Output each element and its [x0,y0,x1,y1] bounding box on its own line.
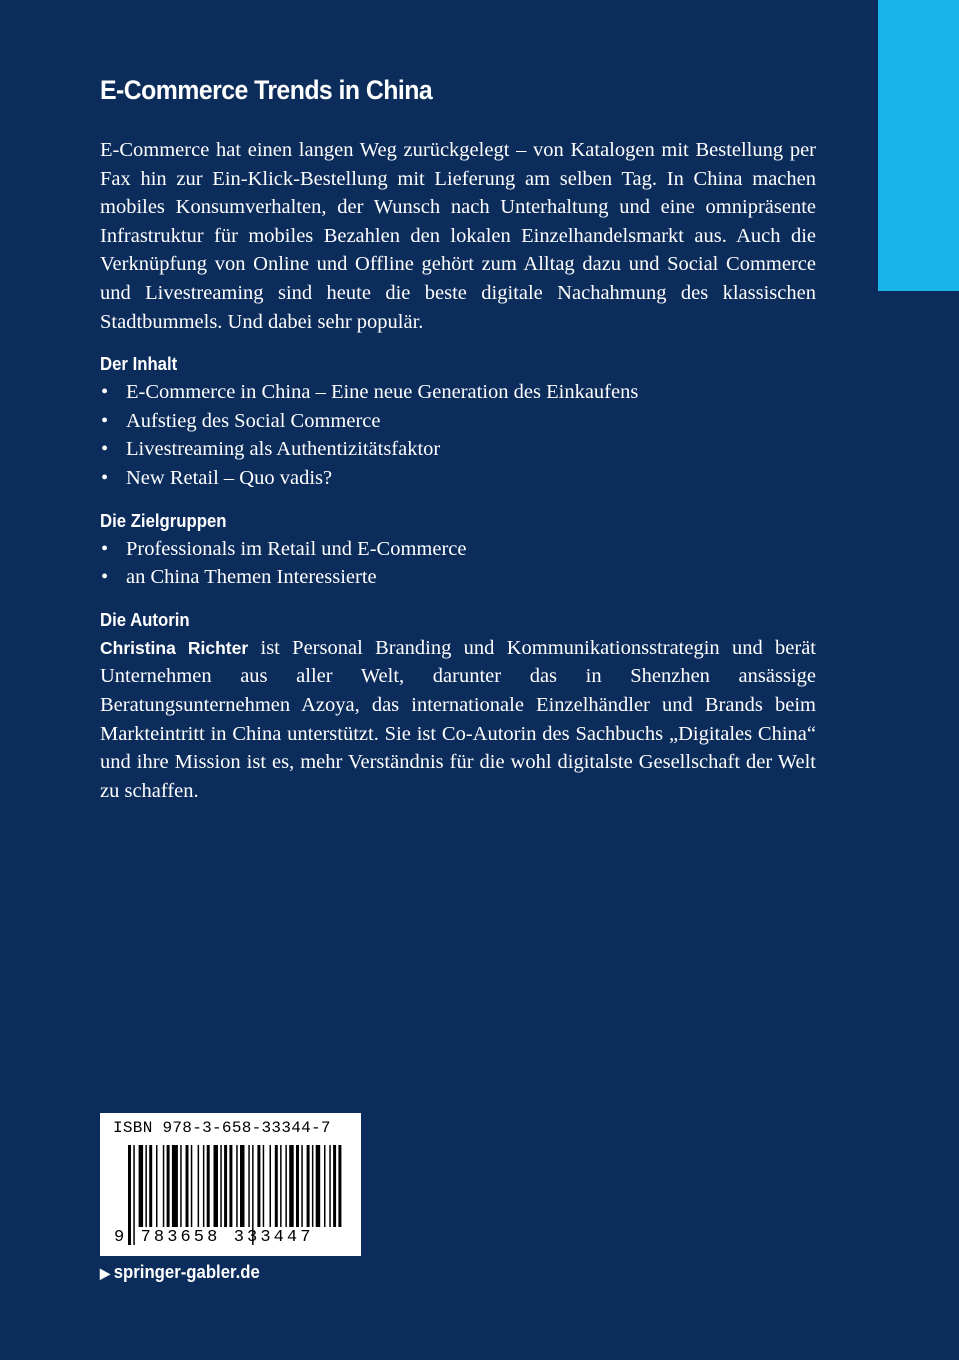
author-name: Christina Richter [100,637,249,658]
publisher-website-link[interactable] [100,1262,260,1283]
accent-bar [878,0,959,291]
isbn-barcode [100,1113,361,1256]
autorin-heading: Die Autorin [100,609,190,630]
website-label: springer-gabler.de [113,1262,260,1282]
zielgruppen-list [100,535,816,592]
zielgruppen-heading: Die Zielgruppen [100,510,227,531]
list-item: • New Retail – Quo vadis? [100,464,816,493]
list-item: • an China Themen Interessierte [100,563,816,592]
intro-paragraph: E-Commerce hat einen langen Weg zurückgelegt – von Katalogen mit Bestellung per Fax hin zur Ein-Klick-Bestellung mit Lieferung am selben Tag. In China machen mobiles Konsumverhalten, der Wunsch nach Unterhaltung und eine omnipräsente Infrastruktur für mobiles Bezahlen den lokalen Einzelhandelsmarkt aus. Auch die Verknüpfung von Online und Offline gehört zum Alltag dazu und Social Commerce und Livestreaming sind heute die beste digitale Nachahmung des klassischen Stadtbummels. Und dabei sehr populär. [100,139,816,333]
inhalt-heading: Der Inhalt [100,354,178,375]
section-zielgruppen [100,507,816,592]
list-item: • Livestreaming als Authentizitätsfaktor [100,435,816,464]
book-title: E-Commerce Trends in China [100,75,433,105]
list-item: • Aufstieg des Social Commerce [100,407,816,436]
author-bio [100,634,816,806]
arrow-right-icon: ▶ [100,1265,111,1281]
back-cover-content [100,70,816,805]
author-bio-text: ist Personal Branding und Kommunikationsstrategin und berät Unternehmen aus aller Welt, darunter das in Shenzhen ansässige Beratungsunternehmen Azoya, das internationale Einzelhändler und Brands beim Markteintritt in China unterstützt. Sie ist Co-Autorin des Sachbuchs „Digitales China“ und ihre Mission ist es, mehr Verständnis für die wohl digitalste Gesellschaft der Welt zu schaffen. [100,636,817,802]
inhalt-list [100,378,816,492]
list-item: • Professionals im Retail und E-Commerce [100,535,816,564]
section-autorin [100,606,816,806]
barcode-digits: 9 783658 333447 [114,1228,314,1247]
list-item: • E-Commerce in China – Eine neue Generation des Einkaufens [100,378,816,407]
section-inhalt [100,350,816,492]
isbn-number: ISBN 978-3-658-33344-7 [113,1119,331,1137]
